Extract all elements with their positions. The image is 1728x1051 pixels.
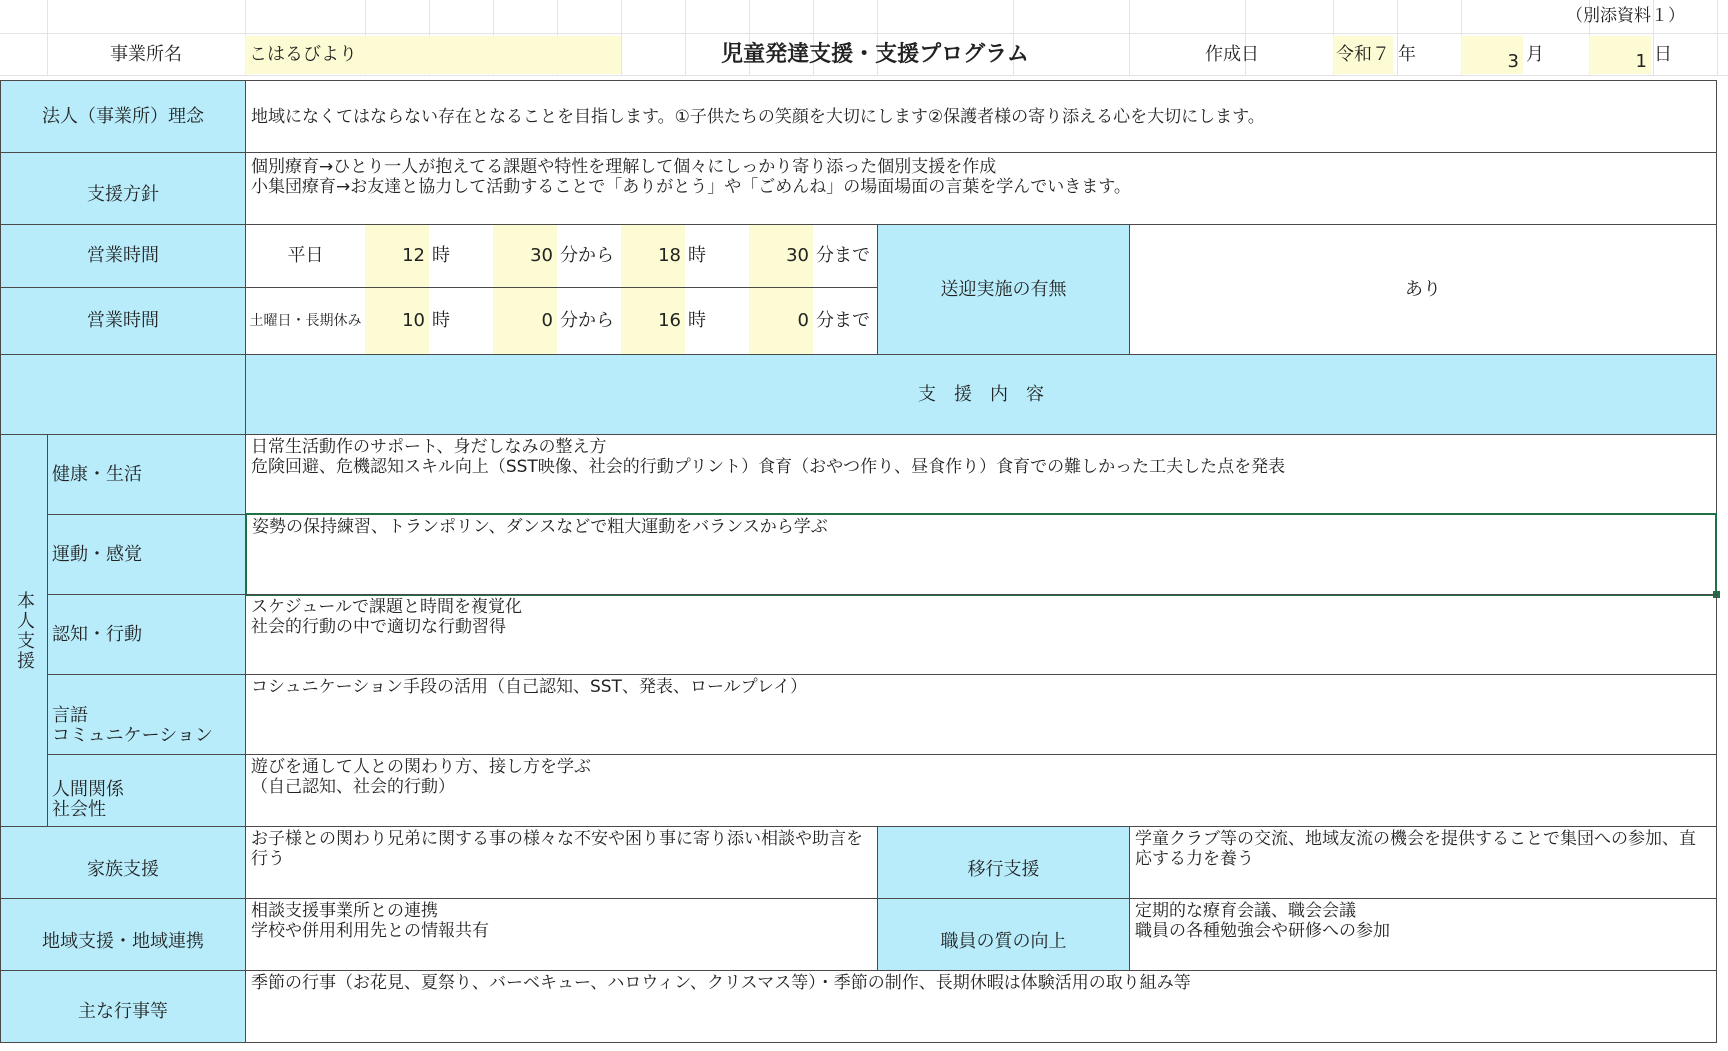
health-life-text[interactable]: 日常生活動作のサポート、身だしなみの整え方 危険回避、危機認知スキル向上（SST映像、社会的行動プリント）食育（おやつ作り、昼食作り）食育での難しかった工夫した点を発表 (245, 434, 1717, 515)
events-label: 主な行事等 (0, 970, 246, 1043)
staff-quality-text[interactable]: 定期的な療育会議、職会会議 職員の各種勉強会や研修への参加 (1129, 898, 1717, 971)
weekday-from-suffix: 分から (560, 245, 614, 266)
support-content-blank (0, 354, 246, 435)
events-text[interactable]: 季節の行事（お花見、夏祭り、バーベキュー、ハロウィン、クリスマス等）・季節の制作、長期休暇は体験活用の取り組み等 (245, 970, 1717, 1043)
family-support-text[interactable]: お子様との関わり兄弟に関する事の様々な不安や困り事に寄り添い相談や助言を行う (245, 826, 878, 899)
policy-label: 支援方針 (0, 152, 246, 225)
holiday-end-hour-suffix: 時 (688, 310, 706, 331)
weekday-type: 平日 (287, 245, 324, 266)
grid-line (0, 75, 1728, 76)
holiday-until-suffix: 分まで (816, 310, 870, 331)
grid-line (1717, 0, 1718, 76)
weekday-start-min[interactable]: 30 (493, 225, 557, 287)
hours-label-holiday: 営業時間 (0, 287, 246, 355)
created-date-label: 作成日 (1205, 44, 1259, 65)
grid-line (1129, 0, 1130, 76)
cognition-behavior-label: 認知・行動 (47, 594, 246, 675)
created-month-field[interactable]: 3 (1461, 36, 1523, 74)
staff-quality-label: 職員の質の向上 (877, 898, 1130, 971)
relationships-social-label: 人間関係 社会性 (47, 754, 246, 827)
holiday-hour-suffix: 時 (432, 310, 450, 331)
holiday-end-hour[interactable]: 16 (621, 288, 685, 354)
personal-support-label-text: 本人支援 (14, 590, 35, 671)
policy-text[interactable]: 個別療育→ひとり一人が抱えてる課題や特性を理解して個々にしっかり寄り添った個別支援を作成 小集団療育→お友達と協力して活動することで「ありがとう」や「ごめんね」の場面場面の言葉を学んでいきます。 (245, 152, 1717, 225)
motor-sensory-text[interactable]: 姿勢の保持練習、トランポリン、ダンスなどで粗大運動をバランスから学ぶ (245, 513, 1717, 596)
weekday-hour-suffix: 時 (432, 245, 450, 266)
language-communication-label: 言語 コミュニケーション (47, 674, 246, 755)
family-support-label: 家族支援 (0, 826, 246, 899)
transport-label: 送迎実施の有無 (877, 224, 1130, 355)
support-content-header: 支 援 内 容 (245, 354, 1717, 435)
cognition-behavior-text[interactable]: スケジュールで課題と時間を複覚化 社会的行動の中で適切な行動習得 (245, 594, 1717, 675)
community-support-label: 地域支援・地域連携 (0, 898, 246, 971)
page-title: 児童発達支援・支援プログラム (721, 42, 1029, 67)
philosophy-text[interactable]: 地域になくてはならない存在となることを目指します。①子供たちの笑顔を大切にします②保護者様の寄り添える心を大切にします。 (245, 80, 1717, 153)
holiday-type: 土曜日・長期休み (249, 313, 362, 329)
holiday-from-suffix: 分から (560, 310, 614, 331)
month-suffix: 月 (1526, 44, 1544, 65)
holiday-start-min[interactable]: 0 (493, 288, 557, 354)
weekday-end-hour[interactable]: 18 (621, 225, 685, 287)
transition-support-label: 移行支援 (877, 826, 1130, 899)
day-suffix: 日 (1654, 44, 1672, 65)
created-day-field[interactable]: 1 (1589, 36, 1651, 74)
motor-sensory-label: 運動・感覚 (47, 514, 246, 595)
transport-value[interactable]: あり (1129, 224, 1717, 355)
holiday-start-hour[interactable]: 10 (365, 288, 429, 354)
philosophy-label: 法人（事業所）理念 (0, 80, 246, 153)
weekday-until-suffix: 分まで (816, 245, 870, 266)
grid-line (0, 33, 1728, 34)
health-life-label: 健康・生活 (47, 434, 246, 515)
year-suffix: 年 (1398, 44, 1416, 65)
created-era-year-field[interactable]: 令和７ (1333, 36, 1393, 74)
community-support-text[interactable]: 相談支援事業所との連携 学校や併用利用先との情報共有 (245, 898, 878, 971)
attachment-note: （別添資料１） (1566, 6, 1685, 26)
office-name-field[interactable]: こはるびより (245, 36, 621, 74)
weekday-end-hour-suffix: 時 (688, 245, 706, 266)
holiday-end-min[interactable]: 0 (749, 288, 813, 354)
transition-support-text[interactable]: 学童クラブ等の交流、地域友流の機会を提供することで集団への参加、直応する力を養う (1129, 826, 1717, 899)
personal-support-label (0, 434, 48, 827)
relationships-social-text[interactable]: 遊びを通して人との関わり方、接し方を学ぶ （自己認知、社会的行動） (245, 754, 1717, 827)
language-communication-text[interactable]: コシュニケーション手段の活用（自己認知、SST、発表、ロールプレイ） (245, 674, 1717, 755)
office-name-label: 事業所名 (110, 44, 182, 65)
weekday-end-min[interactable]: 30 (749, 225, 813, 287)
weekday-start-hour[interactable]: 12 (365, 225, 429, 287)
hours-label-weekday: 営業時間 (0, 224, 246, 288)
